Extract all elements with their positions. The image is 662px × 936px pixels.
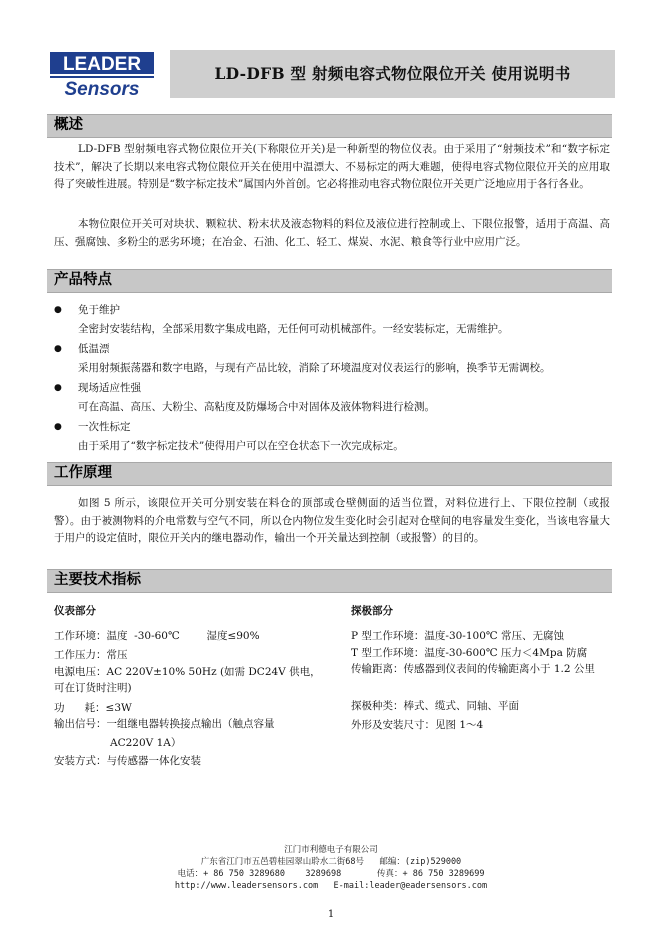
feature-desc: 全密封安装结构，全部采用数字集成电路，无任何可动机械部件。一经安装标定，无需维护。: [78, 323, 509, 335]
spec-voltage: 电源电压：AC 220V±10% 50Hz (如需 DC24V 供电，可在订货时注明): [54, 666, 321, 694]
leader-sensors-logo: [50, 52, 154, 98]
company-logo: [50, 52, 154, 98]
feature-desc: 可在高温、高压、大粉尘、高粘度及防爆场合中对固体及液体物料进行检测。: [78, 401, 435, 413]
overview-paragraph-2: 本物位限位开关可对块状、颗粒状、粉末状及液态物料的料位及液位进行控制或上、下限位报警，适用于高温、高压、强腐蚀、多粉尘的恶劣环境；在冶金、石油、化工、轻工、煤炭、水泥、粮食等行业中应用广泛。: [54, 218, 610, 248]
section-title-principle: 工作原理: [54, 464, 112, 481]
feature-desc: 采用射频振荡器和数字电路，与现有产品比较，消除了环境温度对仪表运行的影响，换季节无需调校。: [78, 362, 551, 374]
spec-probe-types: 探极种类：棒式、缆式、同轴、平面: [351, 700, 519, 712]
spec-install: 安装方式：与传感器一体化安装: [54, 755, 201, 767]
feature-title: 现场适应性强: [78, 382, 141, 394]
footer-web: http://www.leadersensors.com E-mail:leader@eadersensors.com: [174, 881, 488, 891]
section-bar-principle: [47, 462, 612, 486]
feature-desc: 由于采用了“数字标定技术”使得用户可以在空仓状态下一次完成标定。: [78, 440, 404, 452]
spec-p-env: P 型工作环境：温度-30-100℃ 常压、无腐蚀: [351, 630, 564, 642]
spec-output-2: AC220V 1A）: [110, 737, 182, 749]
section-title-features: 产品特点: [54, 271, 112, 288]
section-title-specs: 主要技术指标: [54, 571, 141, 588]
footer-company: 江门市利德电子有限公司: [284, 845, 378, 855]
feature-title: 低温漂: [78, 343, 110, 355]
spec-distance: 传输距离：传感器到仪表间的传输距离小于 1.2 公里: [351, 663, 595, 675]
bullet-icon: ●: [54, 422, 62, 432]
bullet-icon: ●: [54, 383, 62, 393]
spec-size: 外形及安装尺寸：见图 1～4: [351, 719, 484, 731]
spec-heading-probe: 探极部分: [351, 605, 393, 617]
spec-power: 功 耗：≤3W: [54, 702, 132, 714]
feature-title: 一次性标定: [78, 421, 131, 433]
bullet-icon: ●: [54, 344, 62, 354]
footer-address: 广东省江门市五邑碧桂园翠山聆水二街68号 邮编：(zip)529000: [200, 857, 462, 867]
section-title-overview: 概述: [54, 116, 83, 133]
document-title: LD-DFB 型 射频电容式物位限位开关 使用说明书: [214, 64, 571, 83]
spec-heading-instrument: 仪表部分: [54, 605, 96, 617]
overview-paragraph-1: LD-DFB 型射频电容式物位限位开关(下称限位开关)是一种新型的物位仪表。由于采用了“射频技术”和“数字标定技术”，解决了长期以来电容式物位限位开关在使用中温漂大、不易标定的两大难题，使得电容式物位限位开关的应用取得了突破性进展。特别是“数字标定技术”属国内外首创。它必将推动电容式物位限位开关更广泛地应用于各行各业。: [54, 143, 610, 190]
spec-env: 工作环境：温度 -30-60℃ 湿度≤90%: [54, 630, 260, 642]
logo-line1: LEADER: [62, 54, 142, 75]
section-bar-features: [47, 269, 612, 293]
spec-pressure: 工作压力：常压: [54, 649, 128, 661]
section-bar-overview: [47, 114, 612, 138]
page-number: 1: [327, 909, 335, 920]
logo-line2: Sensors: [64, 79, 140, 98]
bullet-icon: ●: [54, 305, 62, 315]
principle-paragraph: 如图 5 所示，该限位开关可分别安装在料仓的顶部或仓壁侧面的适当位置，对料位进行上、下限位控制（或报警）。由于被测物料的介电常数与空气不同，所以仓内物位发生变化时会引起对仓壁间的电容量发生变化，当该电容量大于用户的设定值时，限位开关内的继电器动作，输出一个开关量达到控制（或报警）的目的。: [54, 497, 610, 544]
spec-output-1: 输出信号：一组继电器转换接点输出（触点容量: [54, 718, 275, 730]
footer-phone: 电话：+ 86 750 3289680 3289698 传真：+ 86 750 3289699: [177, 869, 485, 879]
feature-title: 免于维护: [78, 304, 120, 316]
spec-t-env: T 型工作环境：温度-30-600℃ 压力＜4Mpa 防腐: [351, 647, 588, 659]
